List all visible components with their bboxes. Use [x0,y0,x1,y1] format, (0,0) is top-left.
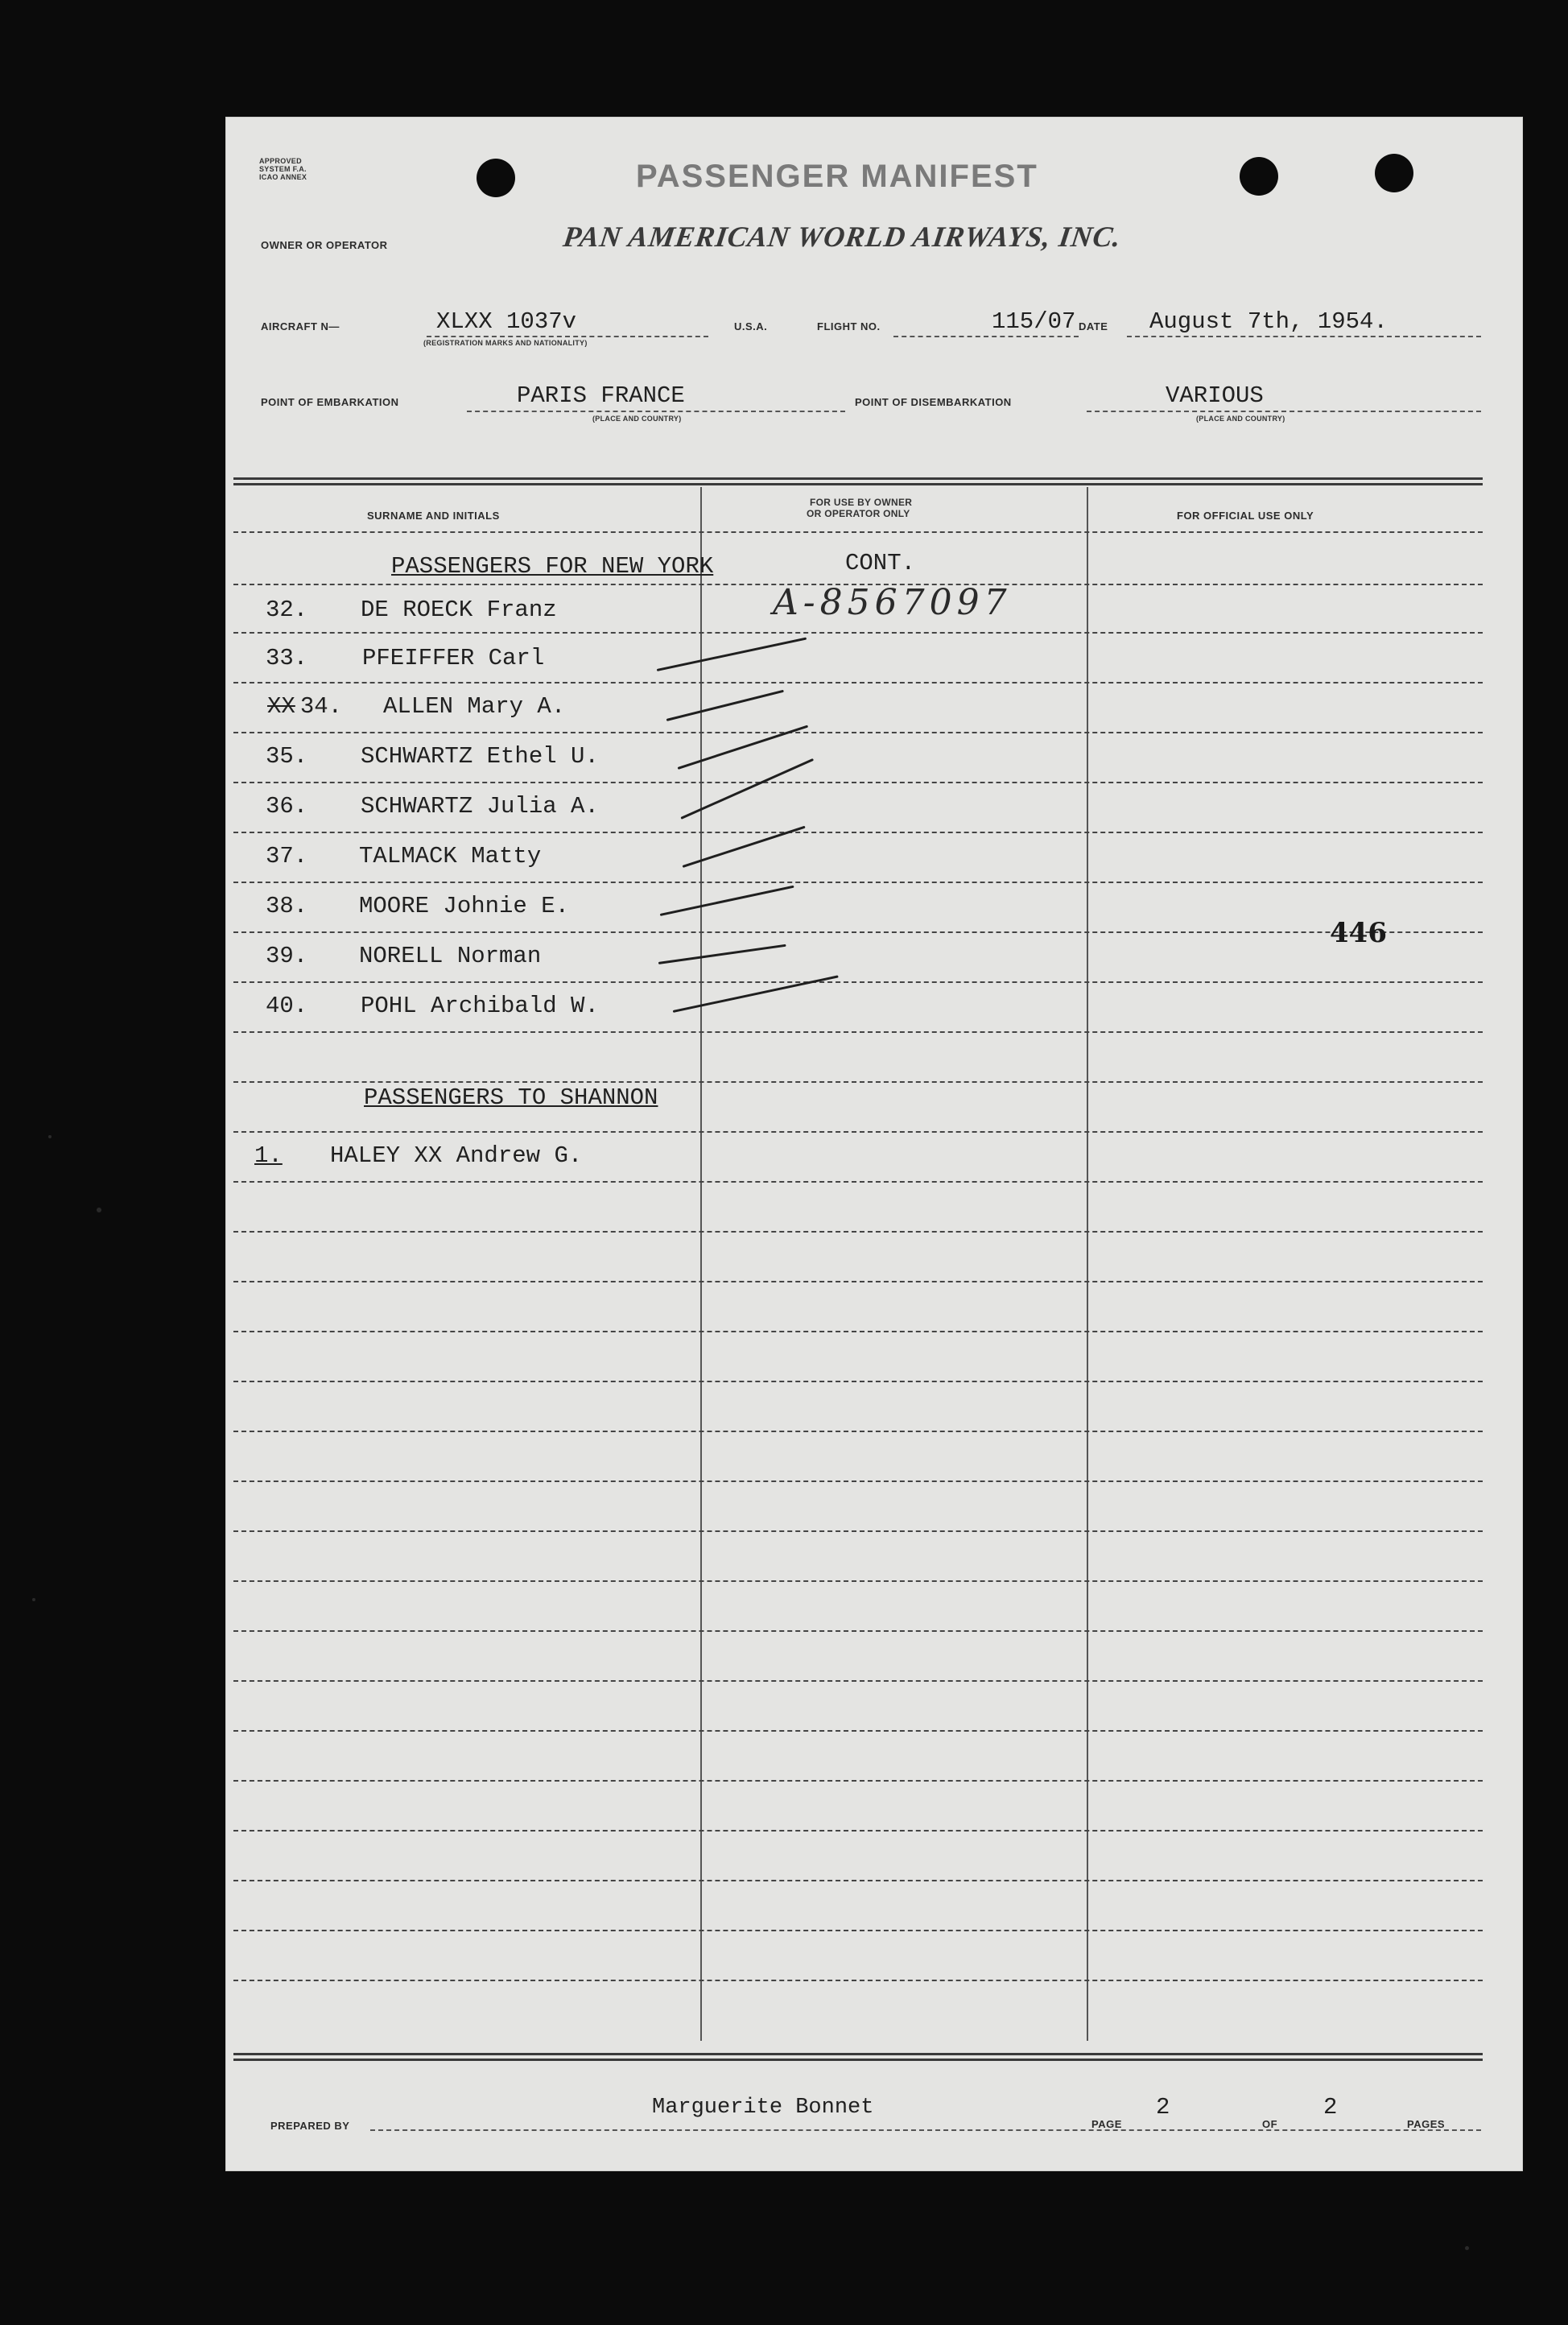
ditto-stroke [657,638,807,671]
table-top-rule [233,477,1483,480]
passenger-name: POHL Archibald W. [361,993,599,1019]
aircraft-label: AIRCRAFT N— [261,320,340,332]
section-continued: CONT. [845,550,916,576]
manifest-sheet [225,117,1523,2171]
passenger-name: MOORE Johnie E. [359,893,570,919]
passenger-name: NORELL Norman [359,943,542,969]
date-label: DATE [1079,320,1108,332]
punch-hole [1240,157,1278,196]
page-label: PAGE [1091,2118,1122,2130]
passenger-name: ALLEN Mary A. [383,693,566,720]
table-top-rule [233,483,1483,485]
passenger-number: XX 34. [267,693,343,720]
form-title: PASSENGER MANIFEST [636,159,1038,194]
approval-line: ICAO ANNEX [259,173,307,181]
aircraft-note: (REGISTRATION MARKS AND NATIONALITY) [423,339,588,347]
official-number: 446 [1330,917,1387,949]
handwritten-reference: A-8567097 [773,582,1012,623]
punch-hole [477,159,515,197]
passenger-name: DE ROECK Franz [361,597,557,623]
passenger-name: PFEIFFER Carl [362,645,545,671]
passenger-name: SCHWARTZ Julia A. [361,793,599,820]
passenger-name: HALEY XX Andrew G. [330,1142,583,1169]
passenger-number: 35. [266,743,308,770]
punch-hole [1375,154,1413,192]
date-value: August 7th, 1954. [1149,308,1388,335]
disembark-note: (PLACE AND COUNTRY) [1196,415,1285,423]
owner-label: OWNER OR OPERATOR [261,239,388,251]
column-divider [1087,487,1088,2041]
passenger-number: 33. [266,645,308,671]
disembark-label: POINT OF DISEMBARKATION [855,396,1012,408]
approval-line: APPROVED [259,157,302,165]
ditto-stroke [658,944,786,964]
operator-name: PAN AMERICAN WORLD AIRWAYS, INC. [561,221,1124,253]
passenger-number-text: 34. [299,693,343,720]
passenger-number: 36. [266,793,308,820]
flight-no-value: 115/07 [992,308,1076,335]
passenger-number: 37. [266,843,308,869]
page-value: 2 [1156,2094,1170,2121]
of-value: 2 [1323,2094,1338,2121]
passenger-number: 40. [266,993,308,1019]
aircraft-value: XLXX 1037v [436,308,577,335]
nationality: U.S.A. [734,320,768,332]
column-divider [700,487,702,2041]
col-header-owner-1: FOR USE BY OWNER [810,497,913,508]
disembark-value: VARIOUS [1166,382,1264,409]
flight-no-label: FLIGHT NO. [817,320,881,332]
passenger-name: TALMACK Matty [359,843,542,869]
approval-stamp [259,157,307,181]
passenger-name: SCHWARTZ Ethel U. [361,743,599,770]
ditto-stroke [666,690,784,721]
of-label: OF [1262,2118,1278,2130]
col-header-official: FOR OFFICIAL USE ONLY [1177,510,1314,522]
pages-label: PAGES [1407,2118,1446,2130]
prepared-by-label: PREPARED BY [270,2120,350,2132]
prepared-by-value: Marguerite Bonnet [652,2096,874,2120]
passenger-number: 32. [266,597,308,623]
passenger-number: 38. [266,893,308,919]
approval-line: SYSTEM F.A. [259,165,307,173]
embark-value: PARIS FRANCE [517,382,685,409]
col-header-owner-2: OR OPERATOR ONLY [807,508,910,519]
passenger-number: 1. [254,1142,283,1169]
section-heading-shannon: PASSENGERS TO SHANNON [364,1084,658,1111]
section-heading-new-york: PASSENGERS FOR NEW YORK [391,553,714,580]
embark-label: POINT OF EMBARKATION [261,396,399,408]
embark-note: (PLACE AND COUNTRY) [592,415,682,423]
col-header-surname: SURNAME AND INITIALS [367,510,500,522]
passenger-number: 39. [266,943,308,969]
ditto-stroke [660,886,794,916]
